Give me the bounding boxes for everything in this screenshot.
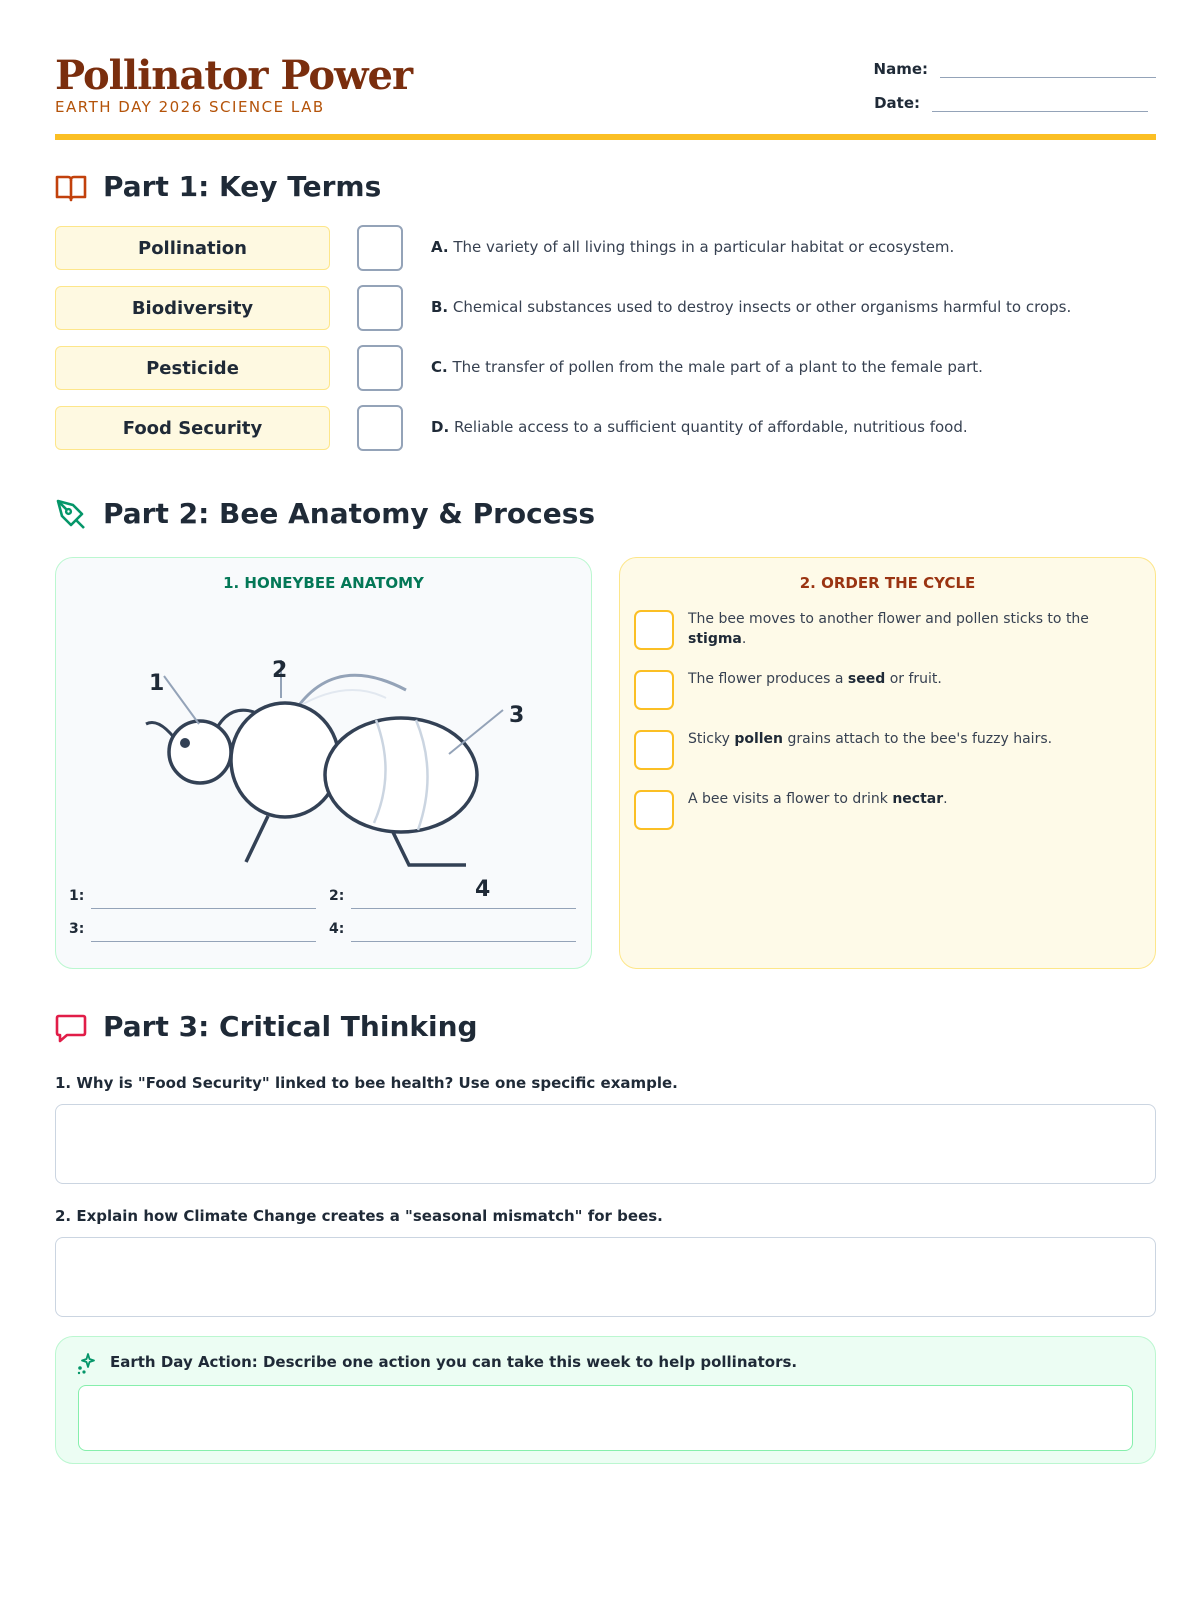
step-text: grains attach to the bee's fuzzy hairs. [783,731,1053,747]
answer-box-1[interactable] [55,1104,1156,1184]
definition-letter: C. [431,358,448,376]
part1-heading [55,170,381,203]
step-text: The flower produces a [688,671,848,687]
match-answer-box[interactable] [357,405,403,451]
pen-nib-icon [55,498,87,530]
order-box[interactable] [634,730,674,770]
cycle-step [688,609,1148,649]
action-answer-box[interactable] [78,1385,1133,1451]
part2-heading [55,497,595,530]
answer-line[interactable] [351,908,576,909]
callout-number: 4 [475,877,491,902]
anatomy-panel [55,557,592,969]
callout-number: 3 [509,703,525,728]
step-text: Sticky [688,731,735,747]
bee-thorax [231,703,339,817]
callout-number: 2 [272,658,288,683]
blank-label: 4: [329,921,345,937]
callout-number: 1 [149,671,165,696]
order-box[interactable] [634,670,674,710]
term-card: Food Security [55,406,330,450]
sparkle-icon [76,1353,96,1375]
definition-letter: D. [431,418,450,436]
question-1: 1. Why is "Food Security" linked to bee health? Use one specific example. [55,1074,678,1092]
blank-label: 2: [329,888,345,904]
answer-box-2[interactable] [55,1237,1156,1317]
answer-line[interactable] [91,941,316,942]
cycle-step [688,729,1148,749]
step-text: A bee visits a flower to drink [688,791,893,807]
cycle-step [688,669,1148,689]
part3-heading [55,1010,478,1043]
name-label: Name: [873,60,928,78]
definition-letter: B. [431,298,449,316]
step-keyword: seed [847,671,886,687]
step-text: . [741,631,747,647]
honeybee-diagram [56,598,593,902]
cycle-title: 2. ORDER THE CYCLE [799,574,976,592]
step-text: The bee moves to another flower and pollen sticks to the [688,611,1089,627]
step-text: or fruit. [885,671,942,687]
definition-text: Chemical substances used to destroy insects or other organisms harmful to crops. [452,298,1072,316]
part3-title: Part 3: Critical Thinking [103,1010,478,1043]
open-book-icon [55,173,87,201]
date-line[interactable] [932,94,1148,112]
definition-text: Reliable access to a sufficient quantity of affordable, nutritious food. [453,418,968,436]
bee-eye [180,738,190,748]
step-keyword: nectar [892,791,944,807]
anatomy-title: 1. HONEYBEE ANATOMY [223,574,424,592]
bee-head [169,721,231,783]
definition [431,358,983,376]
step-text: . [943,791,948,807]
definition [431,298,1071,316]
step-keyword: stigma [688,631,742,647]
bee-abdomen [325,718,477,832]
name-field[interactable] [874,60,1156,78]
definition-letter: A. [431,238,449,256]
name-line[interactable] [940,60,1156,78]
action-prompt: Earth Day Action: Describe one action you can take this week to help pollinators. [110,1353,798,1371]
definition [431,418,968,436]
page-subtitle: EARTH DAY 2026 SCIENCE LAB [55,98,325,116]
order-box[interactable] [634,790,674,830]
match-answer-box[interactable] [357,345,403,391]
page-title: Pollinator Power [55,52,413,99]
step-keyword: pollen [734,731,784,747]
speech-bubble-icon [55,1011,87,1043]
date-field[interactable] [874,94,1148,112]
match-answer-box[interactable] [357,225,403,271]
answer-line[interactable] [351,941,576,942]
bee-leg [246,816,268,862]
blank-label: 1: [69,888,85,904]
definition [431,238,954,256]
order-box[interactable] [634,610,674,650]
definition-text: The variety of all living things in a particular habitat or ecosystem. [453,238,955,256]
match-answer-box[interactable] [357,285,403,331]
term-card: Biodiversity [55,286,330,330]
worksheet-header [55,52,1156,140]
answer-line[interactable] [91,908,316,909]
definition-text: The transfer of pollen from the male part of a plant to the female part. [452,358,983,376]
earth-day-action-panel [55,1336,1156,1464]
date-label: Date: [874,94,920,112]
term-card: Pollination [55,226,330,270]
cycle-step [688,789,1148,809]
part2-title: Part 2: Bee Anatomy & Process [103,497,596,530]
term-card: Pesticide [55,346,330,390]
question-2: 2. Explain how Climate Change creates a "seasonal mismatch" for bees. [55,1207,663,1225]
part1-title: Part 1: Key Terms [103,170,382,203]
blank-label: 3: [69,921,85,937]
